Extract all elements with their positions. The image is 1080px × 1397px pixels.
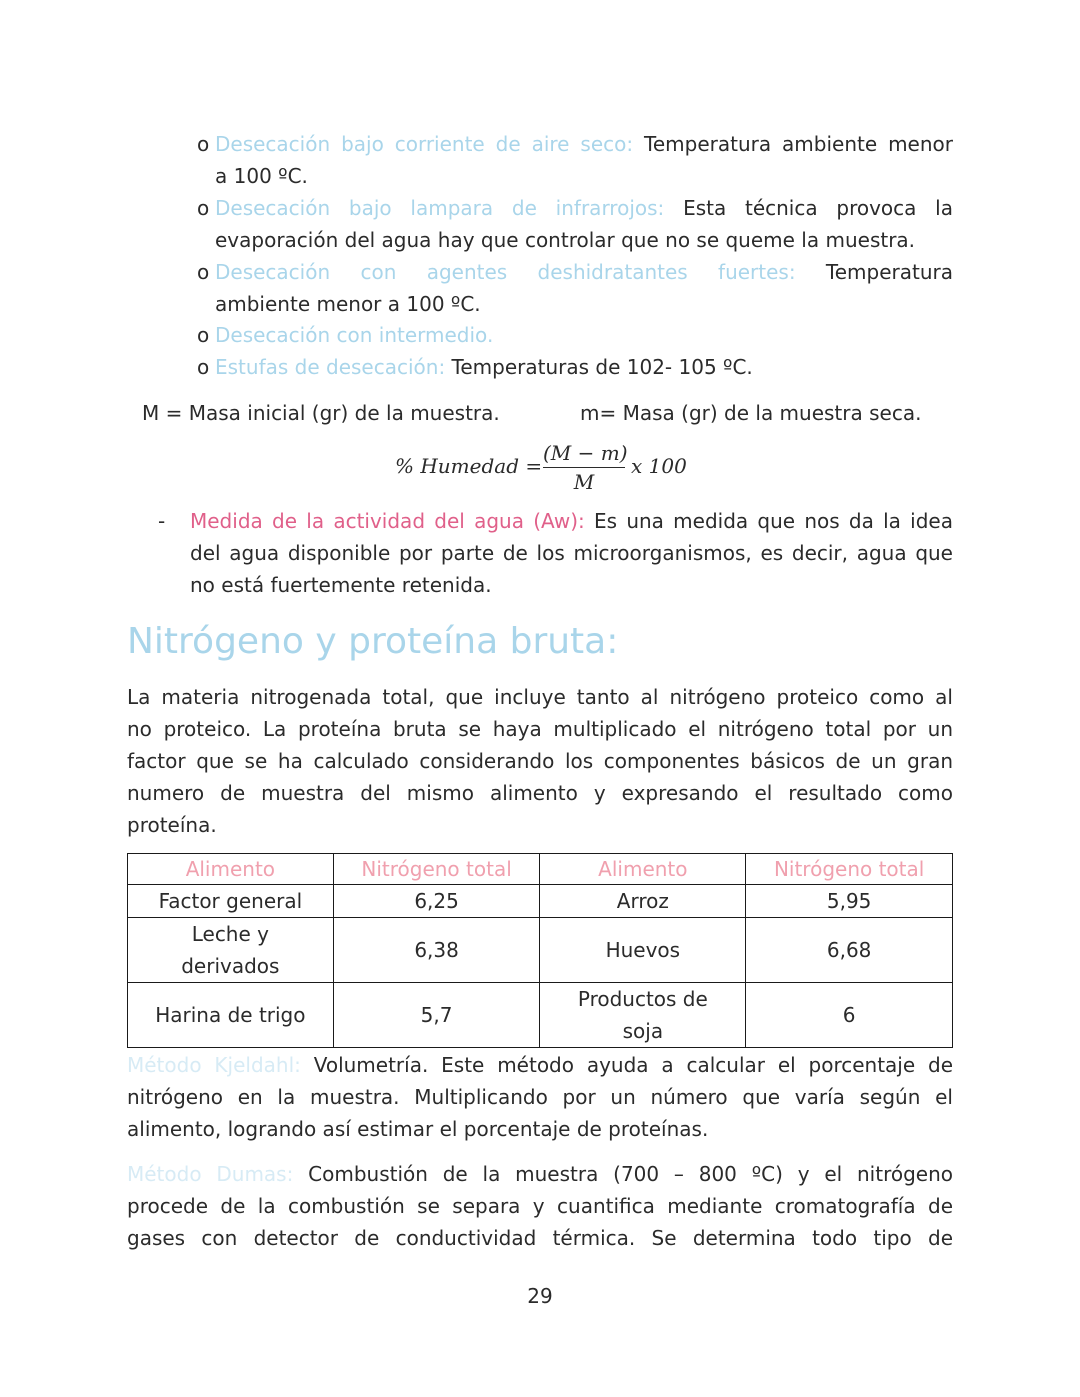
table-cell: Productos de soja [540, 983, 746, 1048]
table-row [128, 983, 953, 1048]
formula-rhs: x 100 [631, 454, 687, 478]
document-page: o Desecación bajo corriente de aire seco: Temperatura ambiente menor a 100 ºC. o Desecación bajo lampara de infrarrojos: Esta técnica provoca la evaporación del agua hay que controlar que no se queme la muestra. o Desecación con agentes deshidratantes fuertes: Temperatura ambiente menor a 100 ºC. o Desecación con intermedio. o Estufas de desecación: Temperaturas de 102- 105 ºC. M = Masa inicial (gr) de la muestra. m= Masa (gr) de la muestra seca. % Humedad = (M − m) M x 100 - Medida de la actividad del agua (Aw): Es una medida que nos da la idea del agua disponible por parte de los microorganismos, es decir, agua que no está fuertemente retenida. Nitrógeno y proteína bruta: La materia nitrogenada total, que incluye tanto al nitrógeno proteico como al no proteico. La proteína bruta se haya multiplicado el nitrógeno total por un factor que se ha calculado considerando los componentes básicos de un gran numero de muestra del mismo alimento y expresando el resultado como proteína. Alimento Nitrógeno total Alimento Nitrógeno total Factor general 6,25 Arroz 5,95 Leche y derivados 6,38 Huevos 6,68 Harina de trigo 5,7 Productos de soja 6 Método Kjeldahl: Volumetría. Este método ayuda a calcular el porcentaje de nitrógeno en la muestra. Multiplicando por un número que varía según el alimento, logrando así estimar el porcentaje de proteínas. Método Dumas: Combustión de la muestra (700 – 800 ºC) y el nitrógeno procede de la combustión se separa y cuantifica mediante cromatografía de gases con detector de conductividad térmica. Se determina todo tipo de 29 [0, 0, 1080, 1397]
formula-lhs: % Humedad = [395, 454, 543, 478]
list-item: Desecación bajo lampara de infrarrojos: Esta técnica provoca la evaporación del agua hay que controlar que no se queme la muestra. [215, 196, 953, 252]
water-activity-term: Medida de la actividad del agua (Aw): [190, 509, 585, 533]
list-bullet: o [197, 260, 210, 284]
list-bullet: o [197, 355, 210, 379]
table-header: Nitrógeno total [333, 854, 540, 885]
table-cell: Harina de trigo [128, 983, 334, 1048]
page-number: 29 [527, 1284, 553, 1308]
intro-paragraph: La materia nitrogenada total, que incluye tanto al nitrógeno proteico como al no proteico. La proteína bruta se haya multiplicado el nitrógeno total por un factor que se ha calculado considerando los componentes básicos de un gran numero de muestra del mismo alimento y expresando el resultado como proteína. [127, 685, 953, 837]
formula-denominator: M [573, 470, 595, 494]
formula-fraction [543, 440, 628, 495]
table-cell: 6,25 [333, 885, 540, 918]
table-cell: 6,38 [333, 918, 540, 983]
fraction-bar [543, 467, 625, 468]
list-item: Desecación con agentes deshidratantes fuertes: Temperatura ambiente menor a 100 ºC. [215, 260, 953, 316]
list-item: Desecación bajo corriente de aire seco: Temperatura ambiente menor a 100 ºC. [215, 132, 953, 188]
table-header: Nitrógeno total [746, 854, 953, 885]
kjeldahl-term: Método Kjeldahl: [127, 1053, 301, 1077]
table-row [128, 885, 953, 918]
table-cell: 5,7 [333, 983, 540, 1048]
table-cell: Factor general [128, 885, 334, 918]
definition-initial-mass: M = Masa inicial (gr) de la muestra. [142, 401, 500, 425]
dumas-term: Método Dumas: [127, 1162, 294, 1186]
definition-dry-mass: m= Masa (gr) de la muestra seca. [580, 401, 922, 425]
table-cell: Arroz [540, 885, 746, 918]
table-row [128, 918, 953, 983]
table-header-row [128, 854, 953, 885]
table-header: Alimento [540, 854, 746, 885]
table-cell: Leche y derivados [128, 918, 334, 983]
list-bullet: o [197, 132, 210, 156]
table-cell: 6 [746, 983, 953, 1048]
dumas-paragraph: Método Dumas: Combustión de la muestra (700 – 800 ºC) y el nitrógeno procede de la combustión se separa y cuantifica mediante cromatografía de gases con detector de conductividad térmica. Se determina todo tipo de [127, 1162, 954, 1250]
dash-bullet: - [158, 509, 166, 533]
table-header: Alimento [128, 854, 334, 885]
list-bullet: o [197, 323, 210, 347]
kjeldahl-paragraph: Método Kjeldahl: Volumetría. Este método ayuda a calcular el porcentaje de nitrógeno en la muestra. Multiplicando por un número que varía según el alimento, logrando así estimar el porcentaje de proteínas. [127, 1053, 953, 1141]
section-title: Nitrógeno y proteína bruta: [127, 621, 619, 662]
nitrogen-factor-table [127, 853, 953, 1048]
formula-numerator: (M − m) [543, 441, 628, 465]
list-bullet: o [197, 196, 210, 220]
table-cell: Huevos [540, 918, 746, 983]
list-item: Estufas de desecación: Temperaturas de 102- 105 ºC. [215, 355, 753, 379]
table-cell: 5,95 [746, 885, 953, 918]
table-cell: 6,68 [746, 918, 953, 983]
list-item: Desecación con intermedio. [215, 323, 494, 347]
